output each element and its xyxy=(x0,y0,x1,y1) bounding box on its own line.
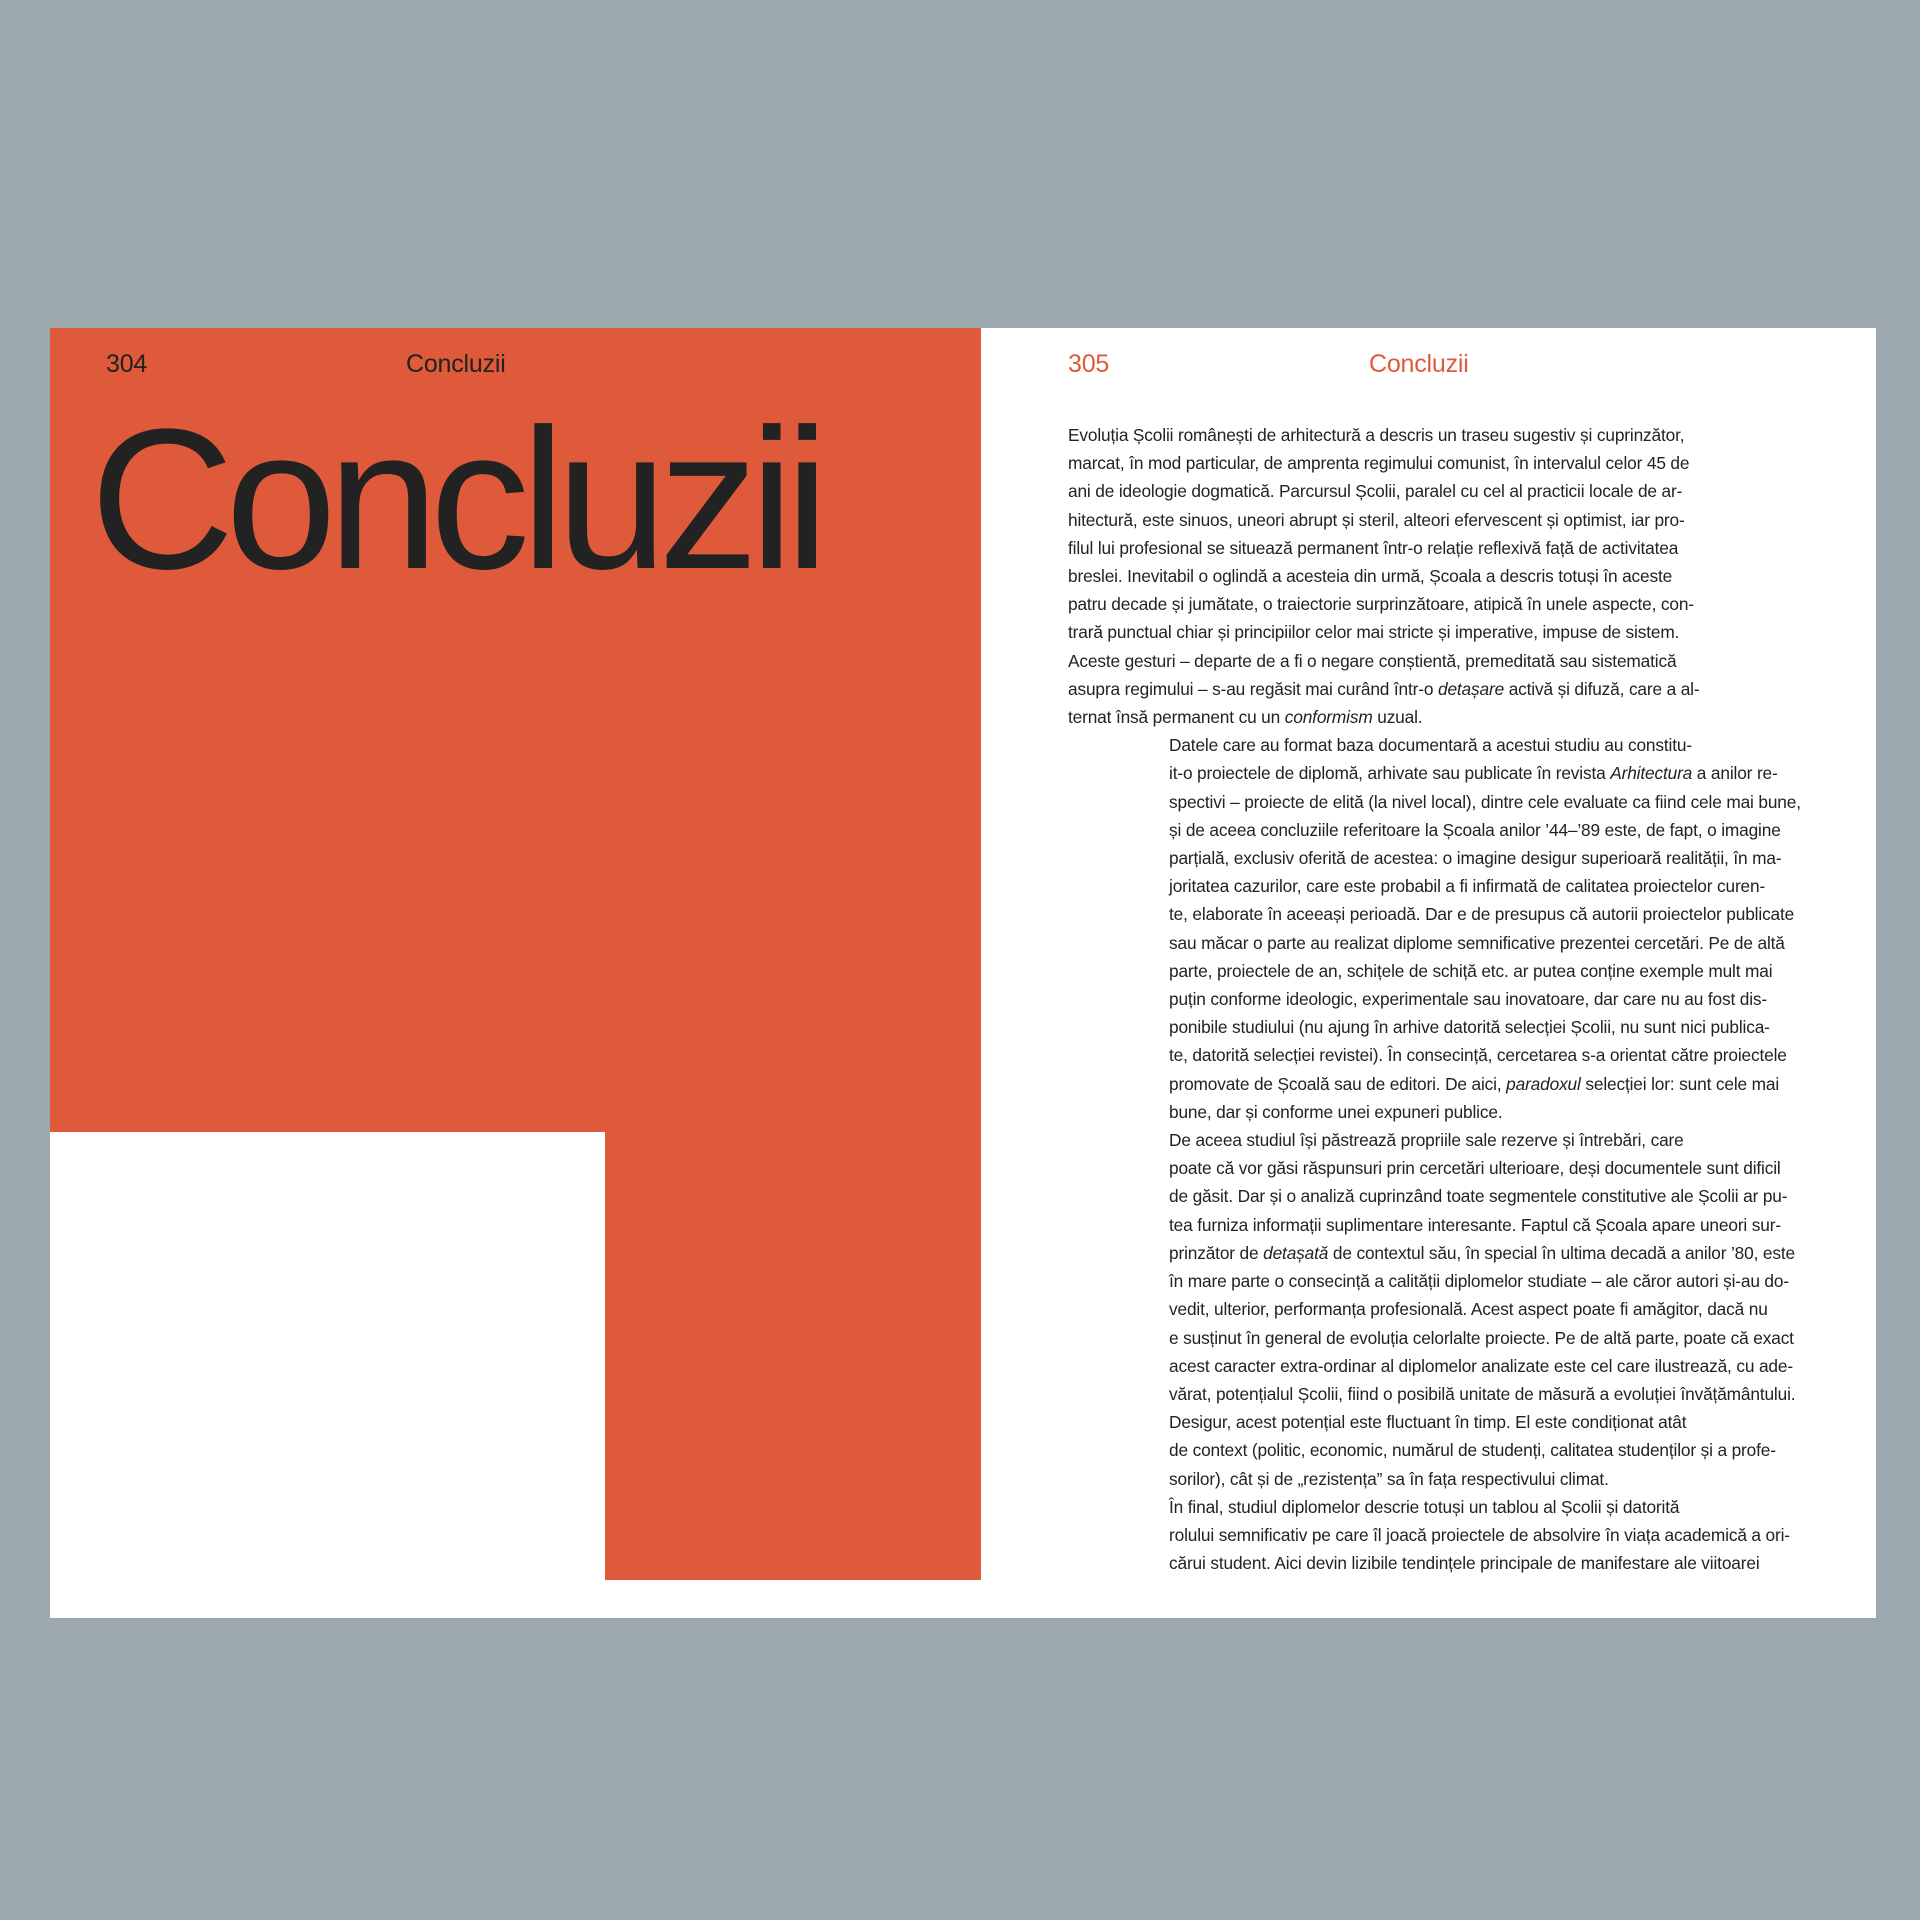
paragraph-4 xyxy=(1068,1408,1776,1493)
text-fragment: de contextul său, în special în ultima decadă a anilor ’80, este xyxy=(1328,1242,1795,1263)
left-page-number: 304 xyxy=(106,350,148,378)
text-fragment: activă și difuză, care a al- xyxy=(1504,678,1700,699)
paragraph-line: de găsit. Dar și o analiză cuprinzând toate segmentele constitutive ale Școlii ar pu- xyxy=(1169,1186,1788,1207)
paragraph-line: ponibile studiului (nu ajung în arhive datorită selecției Școlii, nu sunt nici publica- xyxy=(1169,1017,1770,1038)
paragraph-line: poate că vor găsi răspunsuri prin cercetări ulterioare, deși documentele sunt dificil xyxy=(1169,1158,1781,1179)
paragraph-line: bune, dar și conforme unei expuneri publice. xyxy=(1169,1101,1503,1122)
paragraph-line: patru decade și jumătate, o traiectorie surprinzătoare, atipică în unele aspecte, con- xyxy=(1068,594,1694,615)
paragraph-line xyxy=(1068,703,1730,731)
paragraph-line: În final, studiul diplomelor descrie totuși un tablou al Școlii și datorită xyxy=(1169,1496,1680,1517)
italic-term: Arhitectura xyxy=(1610,763,1693,784)
right-page xyxy=(981,328,1876,1618)
paragraph-line: tea furniza informații suplimentare interesante. Faptul că Școala apare uneori sur- xyxy=(1169,1214,1781,1235)
italic-term: conformism xyxy=(1284,707,1373,728)
paragraph-line: hitectură, este sinuos, uneori abrupt și steril, alteori efervescent și optimist, iar pro- xyxy=(1068,509,1685,530)
paragraph-line: în mare parte o consecință a calității diplomelor studiate – ale căror autori și-au do- xyxy=(1169,1271,1789,1292)
paragraph-line: sau măcar o parte au realizat diplome semnificative prezentei cercetări. Pe de altă xyxy=(1169,932,1785,953)
right-running-head: Concluzii xyxy=(1369,350,1469,378)
chapter-title: Concluzii xyxy=(90,388,821,611)
text-fragment: selecției lor: sunt cele mai xyxy=(1580,1073,1780,1094)
paragraph-line: ani de ideologie dogmatică. Parcursul Școlii, paralel cu cel al practicii locale de ar- xyxy=(1068,481,1683,502)
paragraph-line xyxy=(1068,675,1730,703)
text-fragment: a anilor re- xyxy=(1692,763,1778,784)
text-fragment: asupra regimului – s-au regăsit mai curând într-o xyxy=(1068,678,1438,699)
paragraph-line: joritatea cazurilor, care este probabil a fi infirmată de calitatea proiectelor curen- xyxy=(1169,876,1766,897)
paragraph-line: vedit, ulterior, performanța profesională. Acest aspect poate fi amăgitor, dacă nu xyxy=(1169,1299,1768,1320)
paragraph-line: Evoluția Școlii românești de arhitectură a descris un traseu sugestiv și cuprinzător, xyxy=(1068,425,1685,445)
paragraph-2 xyxy=(1068,731,1801,1126)
paragraph-line: Desigur, acest potențial este fluctuant în timp. El este condiționat atât xyxy=(1169,1412,1687,1433)
left-running-head: Concluzii xyxy=(406,350,506,378)
paragraph-line: cărui student. Aici devin lizibile tendințele principale de manifestare ale viitoarei xyxy=(1169,1553,1760,1574)
body-text xyxy=(1068,421,1801,1577)
paragraph-line: De aceea studiul își păstrează propriile sale rezerve și întrebări, care xyxy=(1169,1130,1684,1151)
paragraph-5 xyxy=(1068,1493,1790,1578)
paragraph-line: te, elaborate în aceeași perioadă. Dar e de presupus că autorii proiectelor publicate xyxy=(1169,904,1795,925)
paragraph-line: marcat, în mod particular, de amprenta regimului comunist, în intervalul celor 45 de xyxy=(1068,453,1690,474)
paragraph-line: parțială, exclusiv oferită de acestea: o imagine desigur superioară realității, în ma- xyxy=(1169,848,1782,869)
text-fragment: prinzător de xyxy=(1169,1242,1264,1263)
paragraph-line: și de aceea concluziile referitoare la Școala anilor ’44–’89 este, de fapt, o imagine xyxy=(1169,819,1781,840)
italic-term: detașată xyxy=(1263,1242,1329,1263)
paragraph-line: rolului semnificativ pe care îl joacă proiectele de absolvire în viața academică a ori- xyxy=(1169,1524,1790,1545)
paragraph-line: breslei. Inevitabil o oglindă a acesteia din urmă, Școala a descris totuși în aceste xyxy=(1068,566,1673,587)
paragraph-line: filul lui profesional se situează permanent într-o relație reflexivă față de activitatea xyxy=(1068,537,1679,558)
paragraph-line xyxy=(1068,1070,1780,1098)
left-page xyxy=(50,328,981,1618)
text-fragment: ternat însă permanent cu un xyxy=(1068,707,1285,728)
paragraph-line: puțin conforme ideologic, experimentale sau inovatoare, dar care nu au fost dis- xyxy=(1169,989,1767,1010)
paragraph-line: trară punctual chiar și principiilor celor mai stricte și imperative, impuse de sistem. xyxy=(1068,622,1680,643)
paragraph-1 xyxy=(1068,421,1730,731)
paragraph-line: sorilor), cât și de „rezistența” sa în fața respectivului climat. xyxy=(1169,1468,1609,1489)
paragraph-line: parte, proiectele de an, schițele de schiță etc. ar putea conține exemple mult mai xyxy=(1169,960,1773,981)
white-cutout-block xyxy=(50,1132,605,1580)
paragraph-line xyxy=(1068,1239,1795,1267)
paragraph-line: acest caracter extra-ordinar al diplomelor analizate este cel care ilustrează, cu ade- xyxy=(1169,1355,1793,1376)
paragraph-line: spectivi – proiecte de elită (la nivel local), dintre cele evaluate ca fiind cele mai bune, xyxy=(1169,791,1801,812)
paragraph-line: de context (politic, economic, numărul de studenți, calitatea studenților și a profe- xyxy=(1169,1440,1776,1461)
text-fragment: uzual. xyxy=(1372,707,1423,728)
paragraph-line: vărat, potențialul Școlii, fiind o posibilă unitate de măsură a evoluției învățământului. xyxy=(1169,1383,1796,1404)
paragraph-line: Aceste gesturi – departe de a fi o negare conștientă, premeditată sau sistematică xyxy=(1068,650,1677,671)
text-fragment: it-o proiectele de diplomă, arhivate sau publicate în revista xyxy=(1169,763,1611,784)
italic-term: paradoxul xyxy=(1506,1073,1581,1094)
paragraph-3 xyxy=(1068,1126,1796,1408)
book-spread xyxy=(50,328,1876,1618)
text-fragment: promovate de Școală sau de editori. De aici, xyxy=(1169,1073,1507,1094)
paragraph-line xyxy=(1068,759,1778,787)
paragraph-line: Datele care au format baza documentară a acestui studiu au constitu- xyxy=(1169,735,1692,756)
paragraph-line: te, datorită selecției revistei). În consecință, cercetarea s-a orientat către proiectele xyxy=(1169,1045,1787,1066)
italic-term: detașare xyxy=(1437,678,1505,699)
right-page-number: 305 xyxy=(1068,350,1110,378)
paragraph-line: e susținut în general de evoluția celorlalte proiecte. Pe de altă parte, poate că exact xyxy=(1169,1327,1794,1348)
